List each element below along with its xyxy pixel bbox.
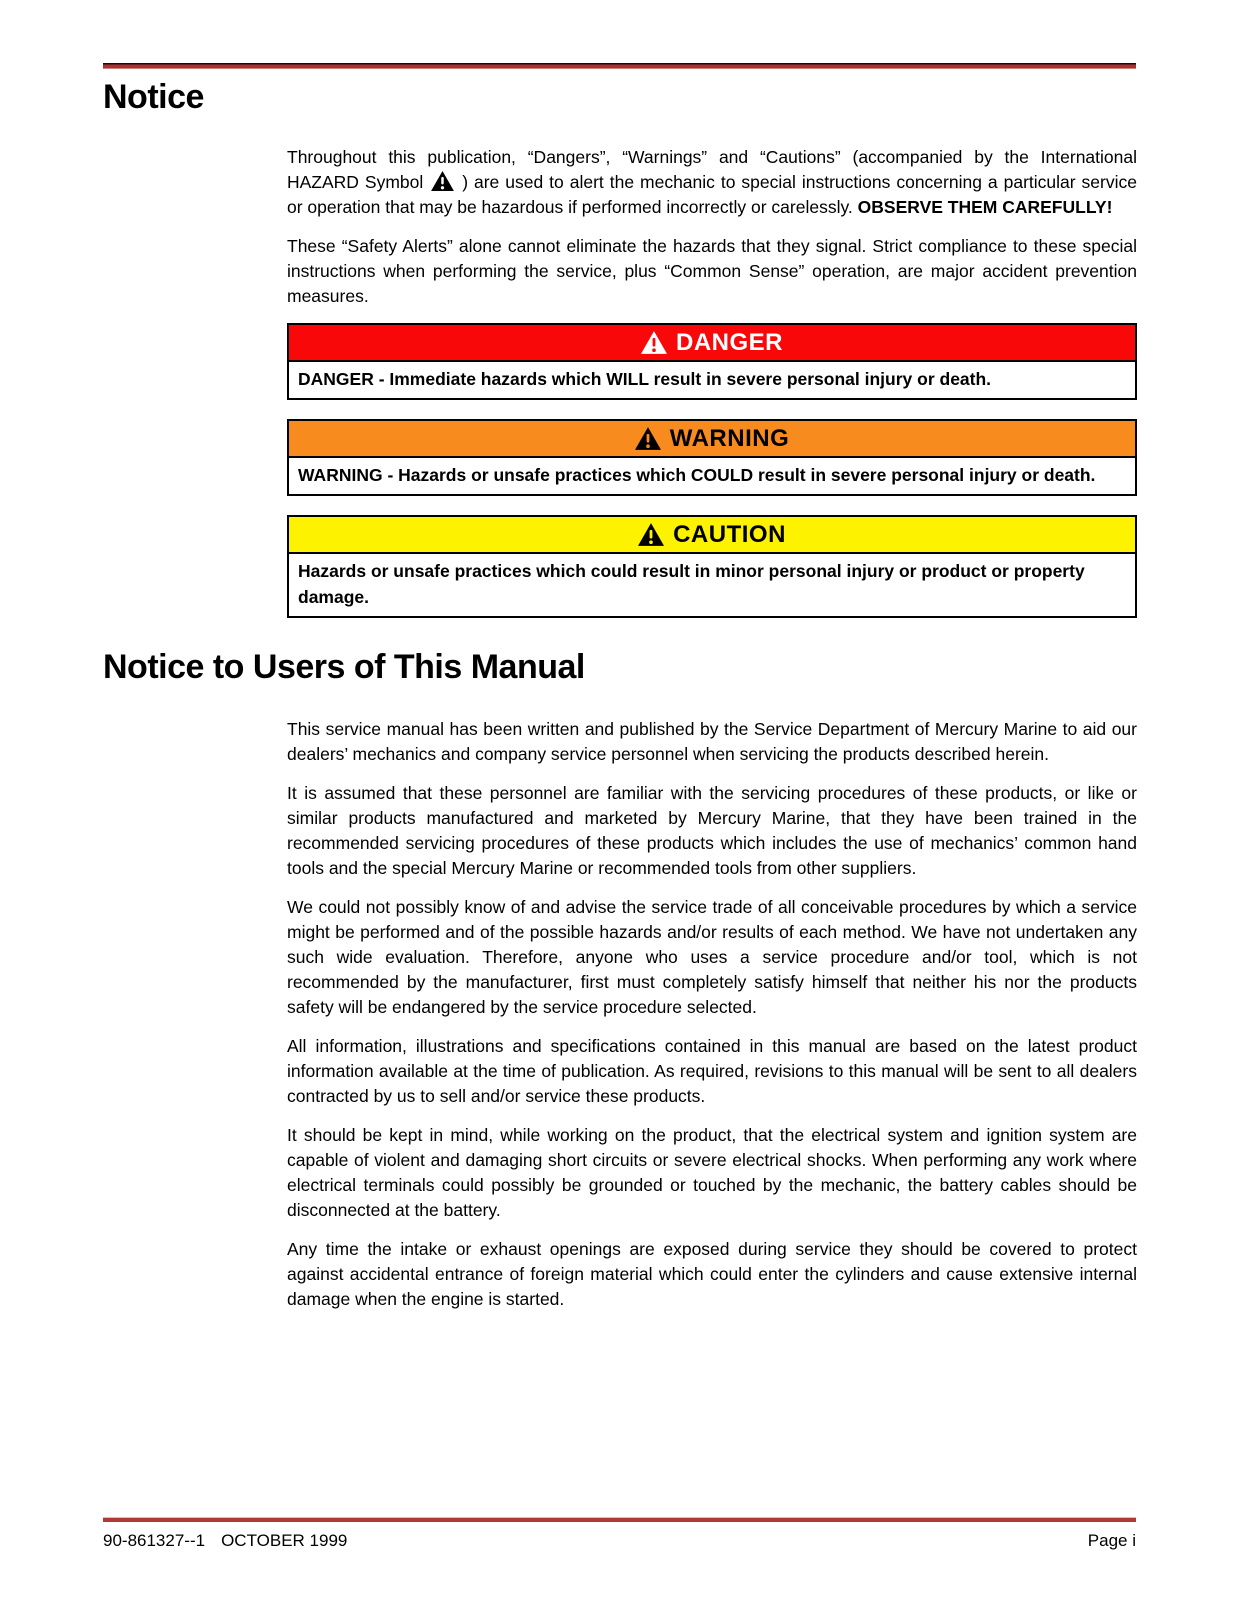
observe-carefully-emphasis: OBSERVE THEM CAREFULLY! — [857, 197, 1113, 217]
footer-red-rule — [103, 1517, 1136, 1522]
danger-banner-title: DANGER — [675, 328, 783, 356]
warning-banner — [287, 419, 1137, 496]
users-paragraph: We could not possibly know of and advise the service trade of all conceivable procedures by which a service might be performed and of the possible hazards and/or results of each method. We have not undertaken any such wide evaluation. Therefore, anyone who uses a service procedure and/or tool, which is not recommended by the manufacturer, first must completely satisfy himself that neither his nor the products safety will be endangered by the service procedure selected. — [287, 897, 1137, 1017]
hazard-symbol-icon — [431, 171, 454, 191]
publication-date: OCTOBER 1999 — [221, 1531, 348, 1550]
users-paragraph: Any time the intake or exhaust openings are exposed during service they should be covered to protect against accidental entrance of foreign material which could enter the cylinders and cause extensive internal damage when the engine is started. — [287, 1239, 1137, 1309]
hazard-triangle-icon — [635, 427, 661, 450]
page-title: Notice — [103, 78, 204, 116]
caution-banner-body: Hazards or unsafe practices which could result in minor personal injury or product or property damage. — [298, 561, 1085, 607]
notice-paragraph-1-text-start: Throughout this publication, “Dangers”, “Warnings” and “Cautions” (accompanied by the International HAZARD Symbol — [287, 147, 1137, 192]
danger-banner-header — [289, 325, 1135, 362]
footer-document-info — [103, 1531, 347, 1551]
notice-paragraph-1-text-end: ) are used to alert the mechanic to special instructions concerning a particular service or operation that may be hazardous if performed incorrectly or carelessly. — [287, 172, 1137, 217]
page-number: Page i — [1087, 1531, 1136, 1550]
caution-banner-header — [289, 517, 1135, 554]
users-paragraph: It should be kept in mind, while working on the product, that the electrical system and ignition system are capable of violent and damaging short circuits or severe electrical shocks. When performing any work where electrical terminals could possibly be grounded or touched by the mechanic, the battery cables should be disconnected at the battery. — [287, 1125, 1137, 1220]
notice-paragraph-1 — [287, 145, 1137, 220]
page-footer — [103, 1531, 1136, 1551]
users-paragraph: It is assumed that these personnel are familiar with the servicing procedures of these products, or like or similar products manufactured and marketed by Mercury Marine, that they have been trained in the recommended servicing procedures of these products which includes the use of mechanics’ common hand tools and the special Mercury Marine or recommended tools from other suppliers. — [287, 783, 1137, 878]
users-section — [287, 717, 1137, 1312]
hazard-triangle-icon — [641, 331, 667, 354]
warning-banner-title: WARNING — [669, 424, 790, 452]
danger-banner-body: DANGER - Immediate hazards which WILL result in severe personal injury or death. — [298, 369, 992, 389]
caution-banner-title: CAUTION — [673, 520, 786, 548]
caution-banner — [287, 515, 1137, 618]
danger-banner — [287, 323, 1137, 400]
hazard-triangle-icon — [638, 523, 664, 546]
notice-paragraph-2: These “Safety Alerts” alone cannot eliminate the hazards that they signal. Strict compliance to these special instructions when performing the service, plus “Common Sense” operation, are major accident prevention measures. — [287, 236, 1137, 306]
warning-banner-header — [289, 421, 1135, 458]
users-paragraph: This service manual has been written and published by the Service Department of Mercury Marine to aid our dealers’ mechanics and company service personnel when servicing the products described herein. — [287, 719, 1137, 764]
section-title-users: Notice to Users of This Manual — [103, 648, 585, 686]
notice-section — [287, 145, 1137, 618]
document-number: 90-861327--1 — [103, 1531, 206, 1550]
warning-banner-body: WARNING - Hazards or unsafe practices which COULD result in severe personal injury or death. — [298, 465, 1096, 485]
top-red-rule — [103, 63, 1136, 69]
users-paragraph: All information, illustrations and specifications contained in this manual are based on the latest product information available at the time of publication. As required, revisions to this manual will be sent to all dealers contracted by us to sell and/or service these products. — [287, 1036, 1137, 1106]
